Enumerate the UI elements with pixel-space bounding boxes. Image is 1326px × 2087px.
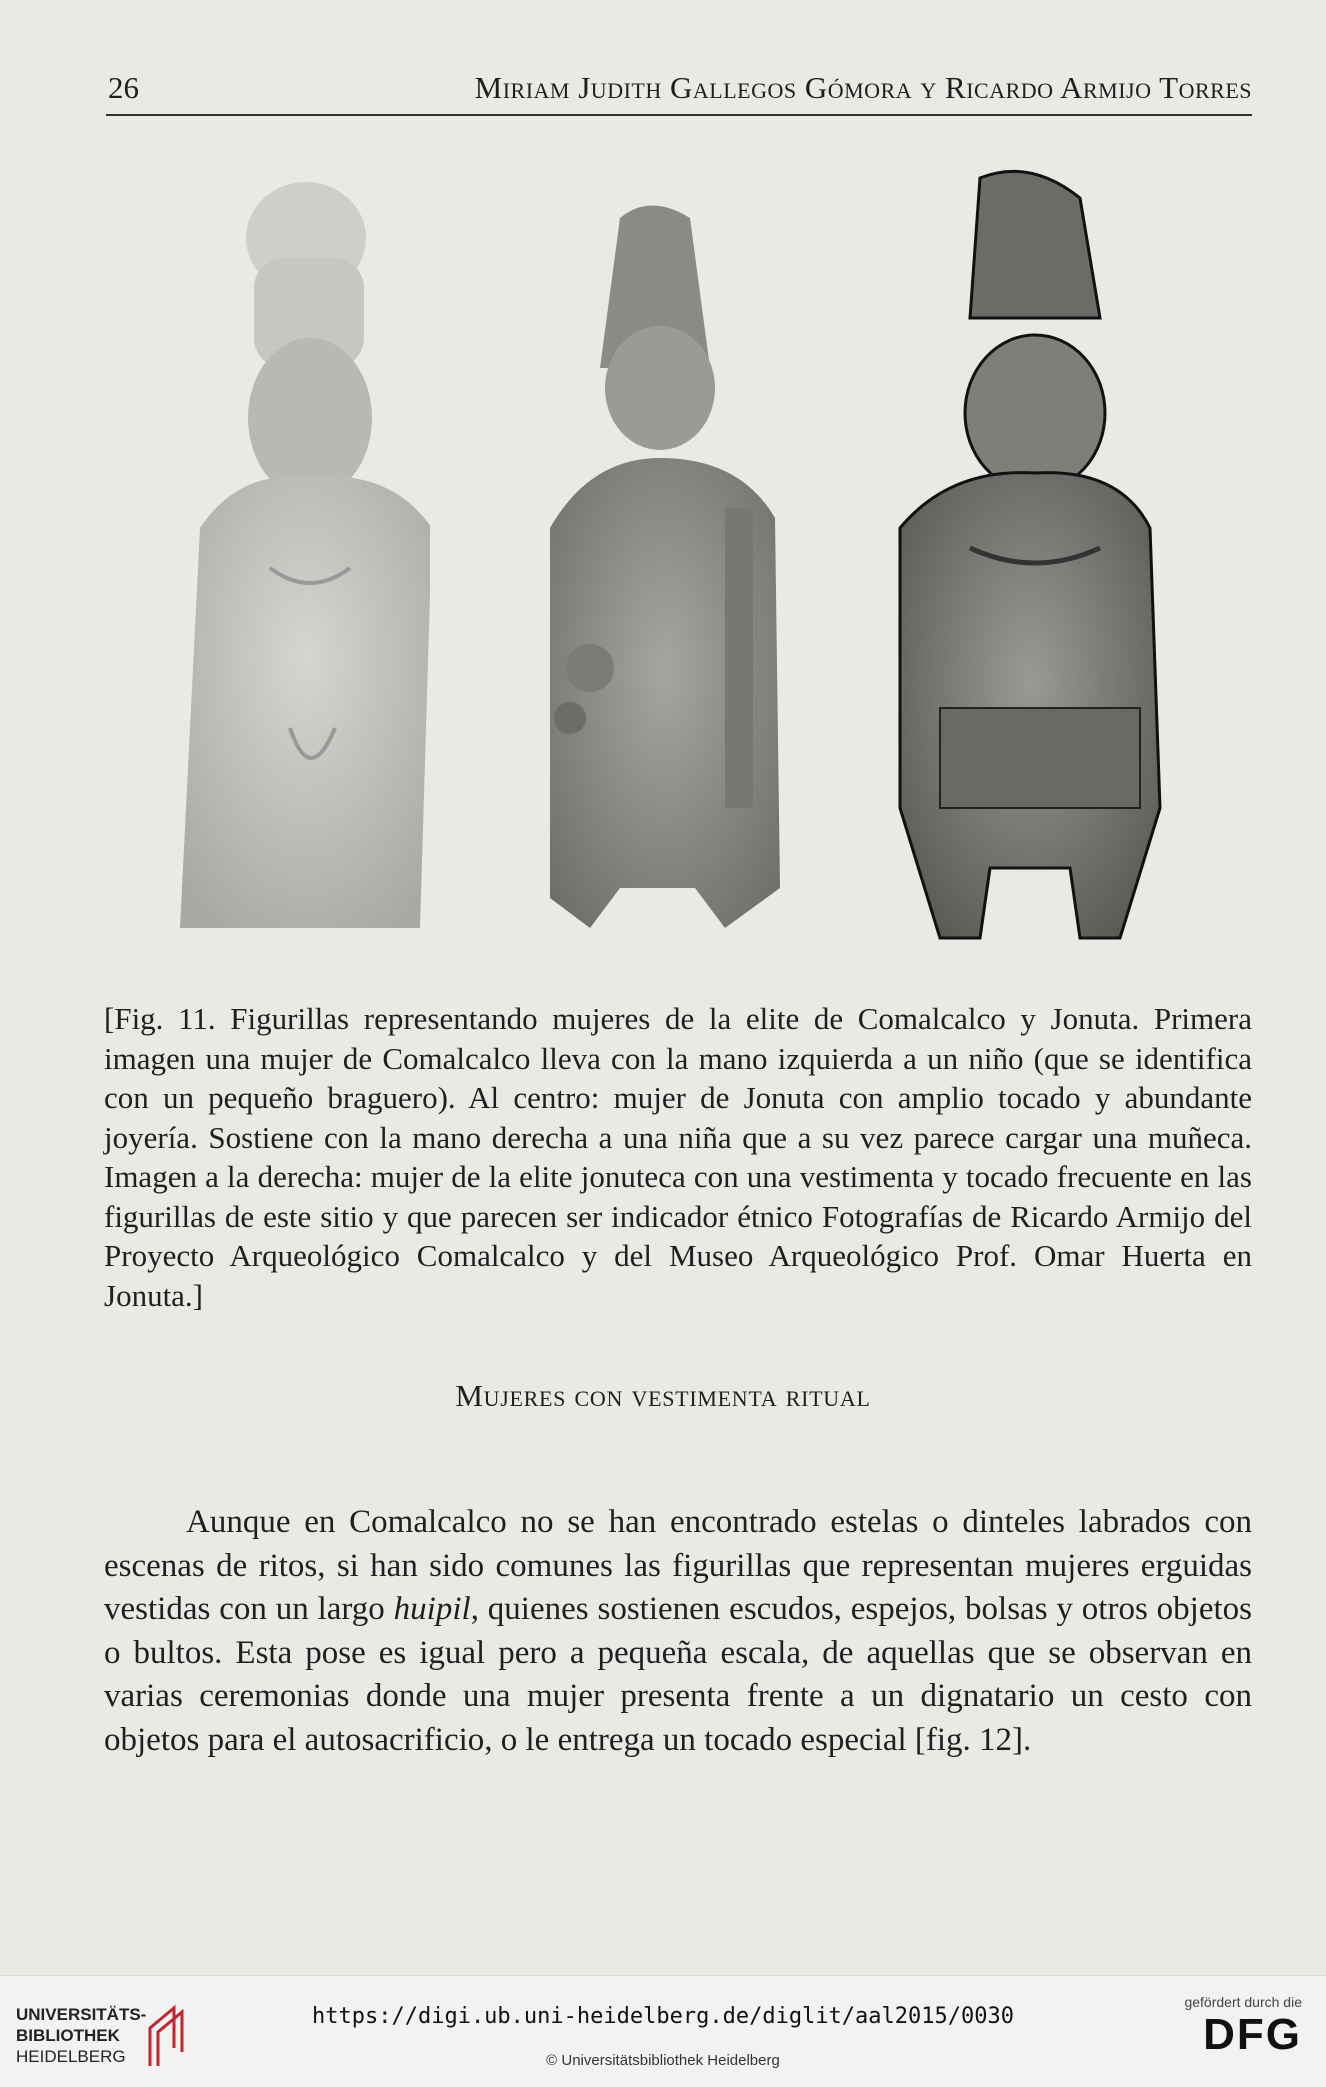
running-head: Miriam Judith Gallegos Gómora y Ricardo Armijo Torres — [474, 70, 1252, 105]
dfg-logo[interactable] — [1172, 1994, 1302, 2074]
figure-caption: [Fig. 11. Figurillas representando mujeres de la elite de Comalcalco y Jonuta. Primera imagen una mujer de Comalcalco lleva con la mano izquierda a un niño (que se identifica con un pequeño braguero). Al centro: mujer de Jonuta con amplio tocado y abundante joyería. Sostiene con la mano derecha a una niña que a su vez parece cargar una muñeca. Imagen a la derecha: mujer de la elite jonuteca con una vestimenta y tocado frecuente en las figurillas de este sitio y que parecen ser indicador étnico Fotografías de Ricardo Armijo del Proyecto Arqueológico Comalcalco y del Museo Arqueológico Prof. Omar Huerta en Jonuta.] — [104, 1001, 1252, 1313]
page-header — [106, 70, 1252, 114]
figurine-comalcalco-image — [170, 168, 430, 948]
paragraph-italic-term: huipil — [393, 1591, 471, 1627]
body-paragraph — [104, 1501, 1252, 1762]
section-heading: Mujeres con vestimenta ritual — [455, 1378, 871, 1413]
permalink[interactable]: https://digi.ub.uni-heidelberg.de/diglit/aal2015/0030 — [312, 2004, 1014, 2029]
funder-label: gefördert durch die — [1184, 1994, 1302, 2010]
figure-11 — [170, 168, 1206, 968]
copyright-notice: © Universitätsbibliothek Heidelberg — [546, 2052, 780, 2069]
page-number: 26 — [108, 70, 139, 105]
dfg-wordmark: DFG — [1203, 2010, 1302, 2059]
header-rule — [106, 114, 1252, 116]
paragraph-text-2: , quienes sostienen escudos, espejos, bolsas y otros objetos o bultos. Esta pose es igual pero a pequeña escala, de aquellas que se observan en varias ceremonias donde una mujer presenta frente a un dignatario un cesto con objetos para el autosacrificio, o le entrega un tocado especial [fig. 12]. — [104, 1591, 1252, 1758]
figurine-jonuta-center-image — [510, 198, 790, 948]
library-name: UNIVERSITÄTS- BIBLIOTHEK HEIDELBERG — [16, 2005, 147, 2066]
digitization-footer — [0, 1975, 1326, 2087]
paragraph-text-1: Aunque en Comalcalco no se han encontrado estelas o dinteles labrados con escenas de ritos, si han sido comunes las figurillas que representan mujeres erguidas vestidas con un largo — [104, 1504, 1252, 1627]
figurine-jonuta-right-image — [860, 168, 1180, 968]
